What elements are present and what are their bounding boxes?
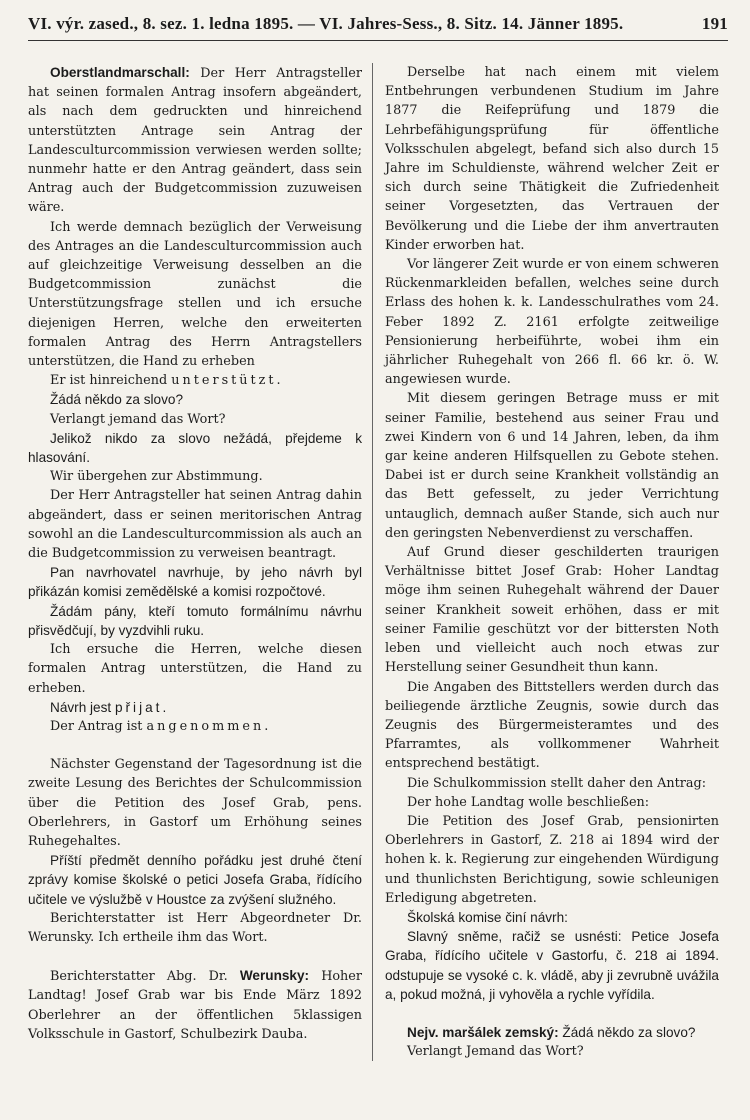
- speaker-name: Werunsky:: [239, 968, 310, 984]
- left-column: [28, 63, 372, 1061]
- paragraph: Die Angaben des Bittstellers werden durch das beiliegende ärztliche Zeugnis, sowie durch das Zeugnis des Bürgermeisteramtes und des Pfarramtes, als vollkommener Wahrheit entsprechend bestätigt.: [385, 679, 719, 772]
- paragraph: Auf Grund dieser geschilderten traurigen Verhältnisse bittet Josef Grab: Hoher Landtag möge ihm seinen Ruhegehalt während der Dauer seiner Krankheit soweit erhöhen, dass er mit seiner Familie geschützt vor der bittersten Noth leben und vielleicht auch noch etwas zur Herstellung seiner Gesundheit thun kann.: [385, 545, 719, 676]
- speaker-name: Oberstlandmarschall:: [50, 65, 190, 80]
- paragraph-czech: Žádám pány, kteří tomuto formálnímu návrhu přisvědčují, by vyzdvihli ruku.: [28, 603, 362, 638]
- paragraph: Oberstlandmarschall: Der Herr Antragsteller hat seinen formalen Antrag insofern abgeändert, als nach dem gedruckten und hinreichend unterstützten Antrage sein Antrag der Landesculturcommission verwiesen werden sollte; nunmehr hatte er den Antrag geändert, dass sein Antrag auch der Budgetcommission zuzuweisen wäre.: [28, 65, 362, 216]
- paragraph-czech: Pan navrhovatel navrhuje, by jeho návrh byl přikázán komisi zemědělské a komisi rozpočtové.: [28, 565, 362, 600]
- paragraph-czech: Příští předmět denního pořádku jest druhé čtení zprávy komise školské o petici Josefa Graba, řídícího učitele ve výslužbě v Houstce za zvýšení služného.: [28, 853, 362, 907]
- paragraph: Ich ersuche die Herren, welche diesen formalen Antrag unterstützen, die Hand zu erheben.: [28, 642, 362, 696]
- paragraph: Der Herr Antragsteller hat seinen Antrag dahin abgeändert, dass er seinen meritorischen Antrag sowohl an die Landesculturcommission als auch an die Budgetcommission zu verweisen beantragt.: [28, 488, 362, 562]
- paragraph-czech: Žádá někdo za slovo?: [50, 392, 184, 408]
- paragraph: Verlangt Jemand das Wort?: [407, 1044, 584, 1060]
- paragraph: Berichterstatter ist Herr Abgeordneter Dr. Werunsky. Ich ertheile ihm das Wort.: [28, 910, 362, 945]
- paragraph: Ich werde demnach bezüglich der Verweisung des Antrages an die Landesculturcommission auch auf gleichzeitige Verweisung desselben an die Budgetcommission zunächst die Unterstützungsfrage stellen und ich ersuche diejenigen Herren, welche den erweiterten formalen Antrag des Herrn Antragstellers unterstützen, die Hand zu erheben: [28, 219, 362, 370]
- paragraph: Der Antrag ist angenommen.: [50, 718, 269, 734]
- paragraph: Wir übergehen zur Abstimmung.: [50, 469, 263, 485]
- speaker-name: Nejv. maršálek zemský:: [407, 1024, 559, 1040]
- paragraph-czech: Slavný sněme, račiž se usnésti: Petice Josefa Graba, řídícího učitele v Gastorfu, č. 218 ai 1894. odstupuje se vysoké c. k. vládě, aby ji zevrubně uvážila a, pokud možná, ji vyhověla a rychle vyřídila.: [385, 929, 719, 1002]
- right-column: [372, 63, 719, 1061]
- page-header: [28, 14, 728, 41]
- paragraph: Derselbe hat nach einem mit vielem Entbehrungen verbundenen Studium im Jahre 1877 die Reifeprüfung und 1879 die Lehrbefähigungsprüfung für öffentliche Volksschulen abgelegt, befand sich also durch 15 Jahre im Schuldienste, während welcher Zeit er sich durch seine Thätigkeit die Zufriedenheit seiner Vorgesetzten, das Vertrauen der Bevölkerung und die Liebe der ihm anvertrauten Kinder erworben hat.: [385, 65, 719, 253]
- page-number: 191: [701, 14, 728, 33]
- paragraph-czech: Jelikož nikdo za slovo nežádá, přejdeme k hlasování.: [28, 430, 362, 466]
- paragraph: Verlangt jemand das Wort?: [50, 411, 226, 427]
- paragraph: Nächster Gegenstand der Tagesordnung ist die zweite Lesung des Berichtes der Schulcommission über die Petition des Josef Grab, pens. Oberlehrers, in Gastorf um Erhöhung seines Ruhegehaltes.: [28, 757, 362, 849]
- paragraph-czech: Návrh jest přijat.: [50, 699, 167, 715]
- paragraph: Die Schulkommission stellt daher den Antrag:: [407, 775, 707, 791]
- paragraph: Vor längerer Zeit wurde er von einem schweren Rückenmarkleiden befallen, welches seine durch Erlass des hohen k. k. Landesschulrathes vom 24. Feber 1892 Z. 2161 erfolgte zeitweilige Pensionierung herbeiführte, wobei ihm ein jährlicher Ruhegehalt von 266 fl. 66 kr. ö. W. angewiesen wurde.: [385, 257, 719, 388]
- two-column-body: [28, 63, 728, 1061]
- running-head: VI. výr. zased., 8. sez. 1. ledna 1895. — VI. Jahres-Sess., 8. Sitz. 14. Jänner 1895.: [28, 14, 624, 33]
- paragraph-czech: Školská komise činí návrh:: [407, 909, 568, 925]
- paragraph: Berichterstatter Abg. Dr. Werunsky: Hoher Landtag! Josef Grab war bis Ende März 1892 Oberlehrer an der öffentlichen 5klassigen Volksschule in Gastorf, Schulbezirk Dauba.: [28, 968, 362, 1042]
- paragraph: Der hohe Landtag wolle beschließen:: [407, 794, 650, 810]
- paragraph: Die Petition des Josef Grab, pensionirten Oberlehrers in Gastorf, Z. 218 ai 1894 wird der hohen k. k. Regierung zur eingehenden Würdigung und thunlichsten Berichtigung, sowie schleunigen Erledigung abgetreten.: [385, 813, 719, 906]
- paragraph-czech: Nejv. maršálek zemský: Žádá někdo za slovo?: [407, 1024, 696, 1040]
- paragraph: Mit diesem geringen Betrage muss er mit seiner Familie, bestehend aus seiner Frau und zwei Kindern von 6 und 14 Jahren, leben, da ihm gar keine anderen Hilfsquellen zu Gebote stehen. Dabei ist er durch seine Krankheit vollständig an das Bett gefesselt, zu jeder Verrichtung untauglich, demnach außer Stande, sich auch nur den geringsten Nebenverdienst zu verschaffen.: [385, 391, 719, 541]
- paragraph: Er ist hinreichend unterstützt.: [50, 373, 281, 389]
